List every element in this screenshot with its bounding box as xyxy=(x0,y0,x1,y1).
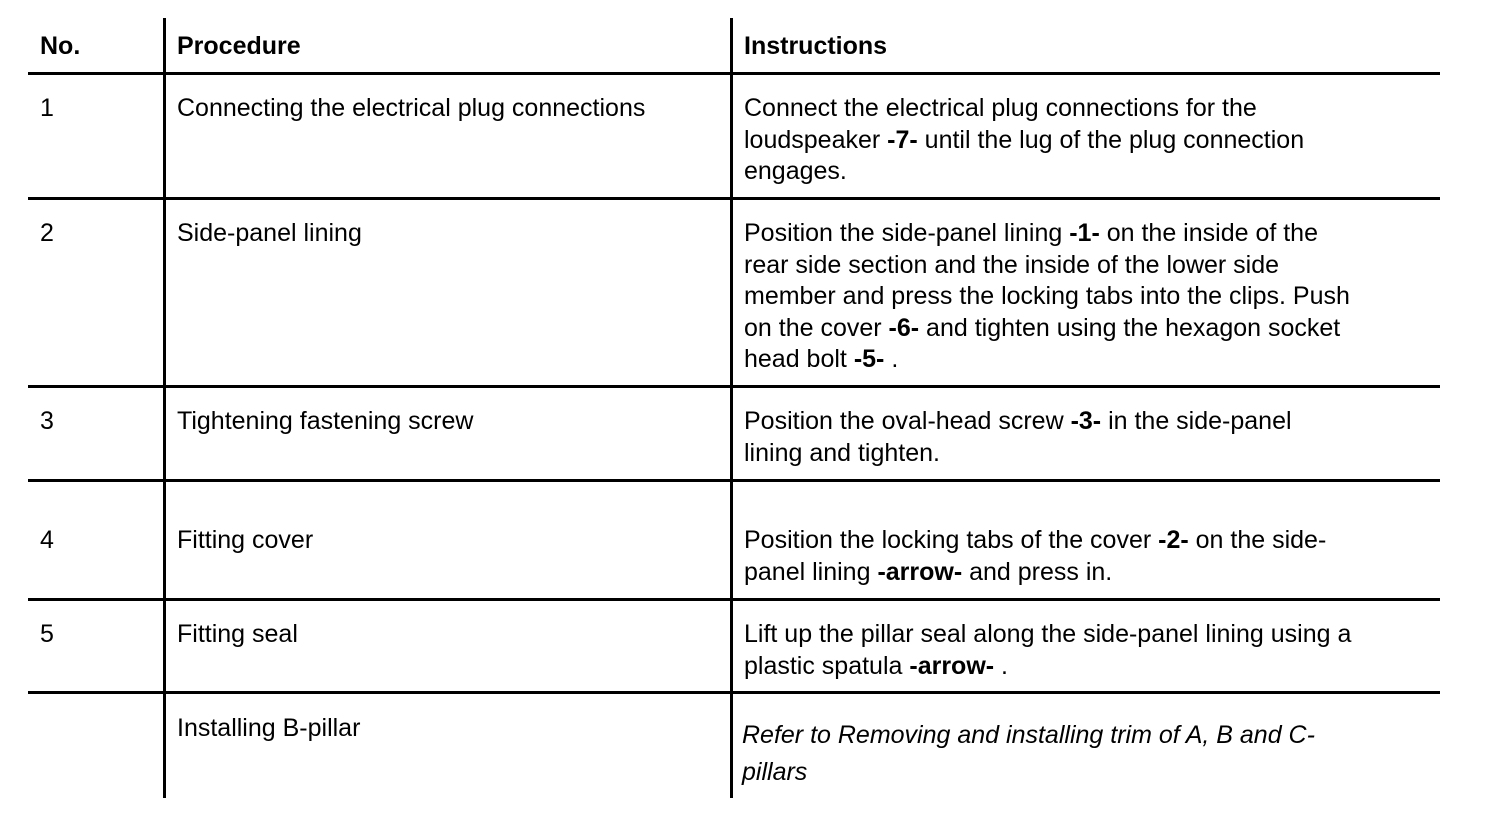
row-5-instructions xyxy=(744,619,1434,682)
row-1-instructions xyxy=(744,93,1434,188)
row-6-procedure: Installing B-pillar xyxy=(177,714,361,742)
instruction-line: panel lining -arrow- and press in. xyxy=(744,557,1113,586)
instruction-line: Lift up the pillar seal along the side-panel lining using a xyxy=(744,620,1352,648)
row-1-procedure: Connecting the electrical plug connections xyxy=(177,94,646,122)
instruction-line: rear side section and the inside of the lower side xyxy=(744,250,1280,279)
row-rule xyxy=(28,385,1440,388)
row-2-procedure: Side-panel lining xyxy=(177,219,362,247)
component-reference: -2- xyxy=(1158,526,1189,554)
component-reference: -6- xyxy=(888,313,920,342)
component-reference: -arrow- xyxy=(909,651,995,680)
instruction-line: Connect the electrical plug connections for the xyxy=(744,94,1257,122)
column-rule xyxy=(730,18,733,798)
row-5-procedure: Fitting seal xyxy=(177,620,298,648)
instruction-line: on the cover -6- and tighten using the hexagon socket xyxy=(744,313,1341,342)
instruction-line: lining and tighten. xyxy=(744,438,940,467)
row-3-instructions xyxy=(744,406,1434,469)
instruction-line: Position the oval-head screw -3- in the side-panel xyxy=(744,407,1292,435)
instruction-line: pillars xyxy=(742,758,808,786)
instruction-line: loudspeaker -7- until the lug of the plug connection xyxy=(744,125,1305,154)
instruction-line: Refer to Removing and installing trim of A, B and C- xyxy=(742,721,1315,749)
row-2-instructions xyxy=(744,218,1434,376)
row-rule xyxy=(28,598,1440,601)
component-reference: -7- xyxy=(887,125,918,154)
instruction-line: member and press the locking tabs into the clips. Push xyxy=(744,282,1350,310)
component-reference: -3- xyxy=(1070,407,1102,435)
header-no: No. xyxy=(40,32,81,60)
row-2-no: 2 xyxy=(40,219,54,247)
row-6-instructions xyxy=(742,717,1432,791)
component-reference: -5- xyxy=(853,345,885,373)
instruction-line: Position the side-panel lining -1- on the inside of the xyxy=(744,219,1318,247)
row-rule xyxy=(28,479,1440,482)
instruction-line: engages. xyxy=(744,157,847,185)
instruction-line: Position the locking tabs of the cover -2- on the side- xyxy=(744,526,1327,554)
row-3-procedure: Tightening fastening screw xyxy=(177,407,474,435)
row-rule xyxy=(28,691,1440,694)
header-instructions: Instructions xyxy=(744,32,888,60)
component-reference: -arrow- xyxy=(877,557,963,586)
instruction-line: head bolt -5- . xyxy=(744,345,899,373)
row-5-no: 5 xyxy=(40,620,54,648)
component-reference: -1- xyxy=(1069,219,1100,247)
instruction-line: plastic spatula -arrow- . xyxy=(744,651,1009,680)
row-1-no: 1 xyxy=(40,94,54,122)
row-3-no: 3 xyxy=(40,407,54,435)
row-4-no: 4 xyxy=(40,526,54,554)
column-rule xyxy=(163,18,166,798)
row-rule xyxy=(28,197,1440,200)
header-rule xyxy=(28,72,1440,75)
row-4-instructions xyxy=(744,525,1434,588)
row-4-procedure: Fitting cover xyxy=(177,526,314,554)
header-procedure: Procedure xyxy=(177,32,301,60)
